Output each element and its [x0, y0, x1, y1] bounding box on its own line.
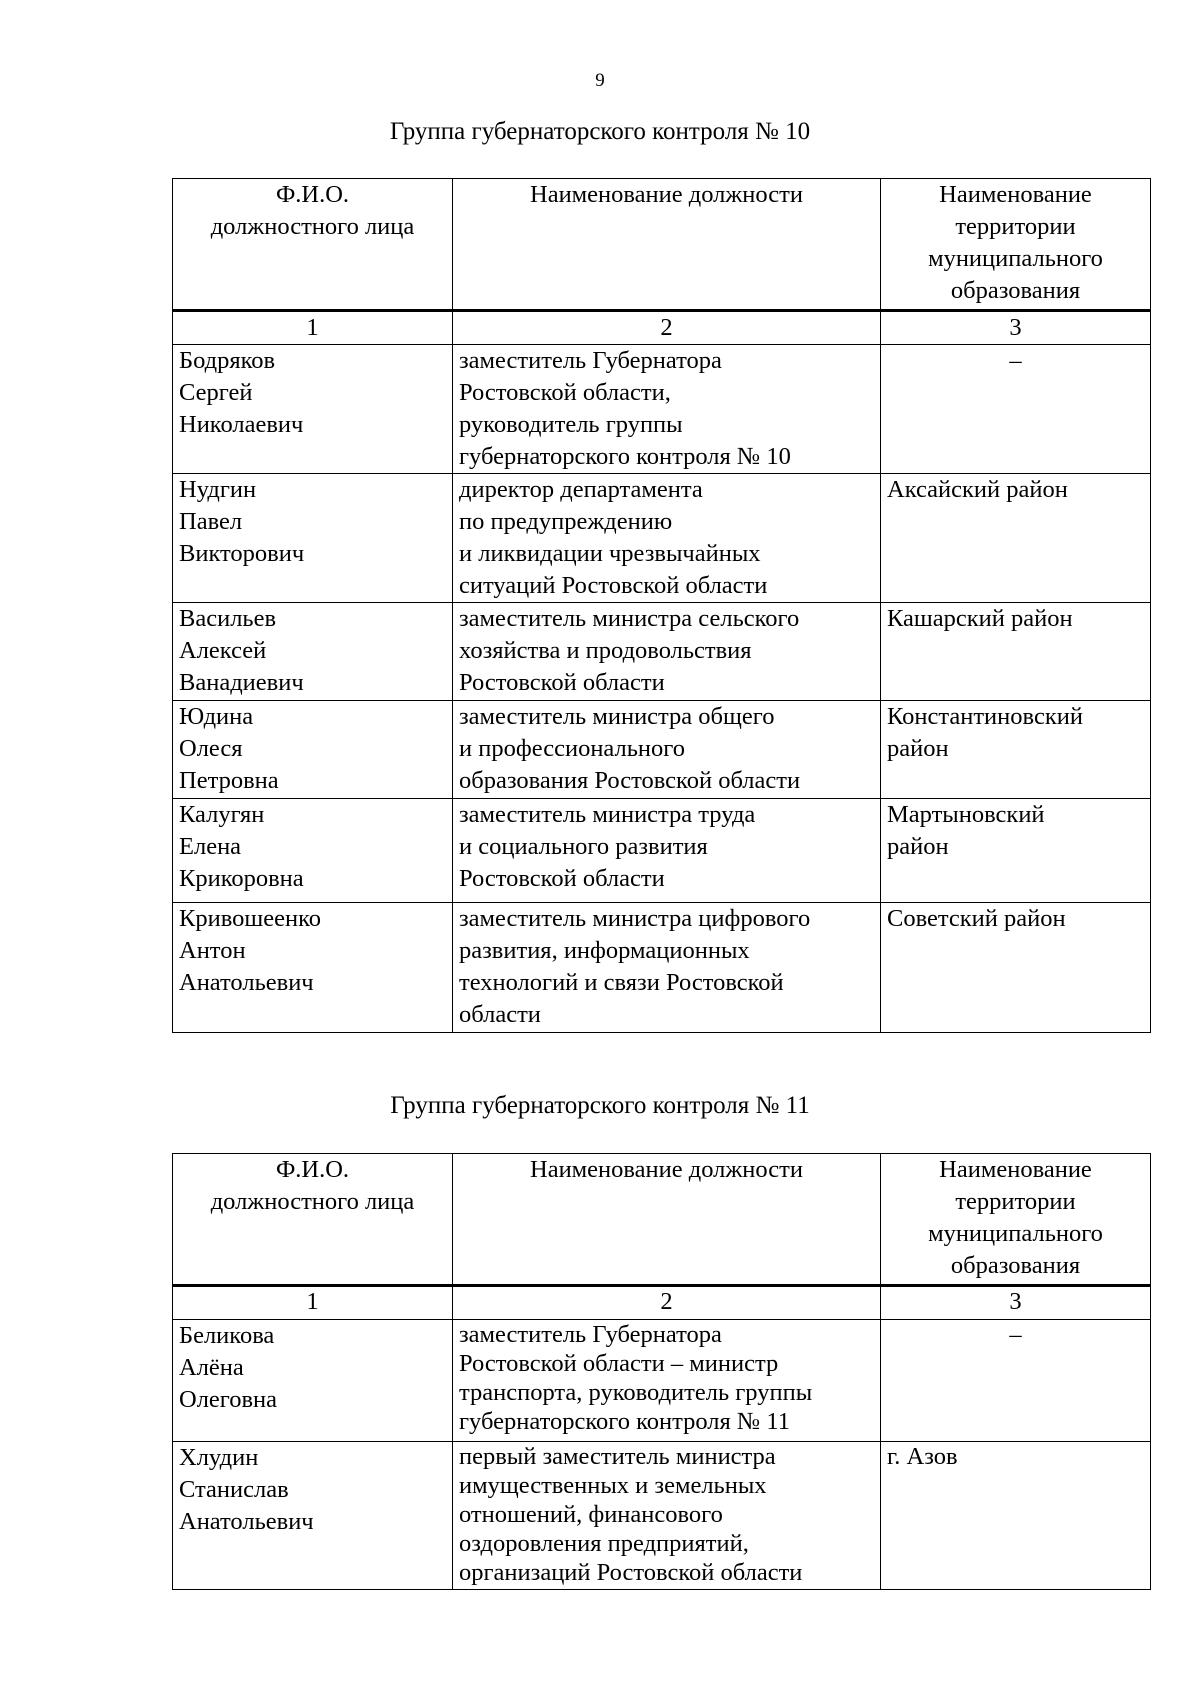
table-row	[173, 1320, 1151, 1442]
official-position: первый заместитель министра имущественных и земельных отношений, финансового оздоровления предприятий, организаций Ростовской области	[453, 1442, 881, 1590]
official-name: Бодряков Сергей Николаевич	[173, 345, 453, 474]
official-territory: Кашарский район	[881, 603, 1151, 701]
header-name: Ф.И.О. должностного лица	[173, 179, 453, 311]
column-number: 3	[881, 1286, 1151, 1320]
official-position: заместитель министра труда и социального развития Ростовской области	[453, 799, 881, 903]
officials-table	[172, 178, 1151, 1033]
page-number: 9	[595, 70, 605, 91]
column-number: 3	[881, 311, 1151, 345]
column-number: 2	[453, 311, 881, 345]
table-row	[173, 474, 1151, 603]
official-name: Нудгин Павел Викторович	[173, 474, 453, 603]
official-territory: Константиновский район	[881, 701, 1151, 799]
table-header-row	[173, 179, 1151, 311]
table-row	[173, 903, 1151, 1033]
official-position: заместитель министра цифрового развития, информационных технологий и связи Ростовской области	[453, 903, 881, 1033]
official-position: заместитель Губернатора Ростовской области, руководитель группы губернаторского контроля № 10	[453, 345, 881, 474]
official-territory: Советский район	[881, 903, 1151, 1033]
header-name: Ф.И.О. должностного лица	[173, 1154, 453, 1286]
header-territory: Наименование территории муниципального образования	[881, 179, 1151, 311]
official-position: заместитель министра сельского хозяйства и продовольствия Ростовской области	[453, 603, 881, 701]
official-name: Юдина Олеся Петровна	[173, 701, 453, 799]
column-number-row	[173, 1286, 1151, 1320]
official-name: Кривошеенко Антон Анатольевич	[173, 903, 453, 1033]
official-territory: Аксайский район	[881, 474, 1151, 603]
group-title: Группа губернаторского контроля № 11	[390, 1092, 810, 1119]
table-header-row	[173, 1154, 1151, 1286]
table-row	[173, 1442, 1151, 1590]
official-territory: –	[881, 345, 1151, 474]
official-name: Калугян Елена Крикоровна	[173, 799, 453, 903]
header-territory: Наименование территории муниципального образования	[881, 1154, 1151, 1286]
officials-table	[172, 1153, 1151, 1590]
table-row	[173, 345, 1151, 474]
table-row	[173, 799, 1151, 903]
column-number: 1	[173, 1286, 453, 1320]
official-position: заместитель Губернатора Ростовской области – министр транспорта, руководитель группы губернаторского контроля № 11	[453, 1320, 881, 1442]
column-number: 2	[453, 1286, 881, 1320]
official-territory: Мартыновский район	[881, 799, 1151, 903]
official-name: Беликова Алёна Олеговна	[173, 1320, 453, 1442]
official-position: заместитель министра общего и профессионального образования Ростовской области	[453, 701, 881, 799]
column-number: 1	[173, 311, 453, 345]
header-position: Наименование должности	[453, 1154, 881, 1286]
column-number-row	[173, 311, 1151, 345]
table-row	[173, 701, 1151, 799]
official-territory: г. Азов	[881, 1442, 1151, 1590]
official-name: Васильев Алексей Ванадиевич	[173, 603, 453, 701]
official-position: директор департамента по предупреждению и ликвидации чрезвычайных ситуаций Ростовской области	[453, 474, 881, 603]
table-row	[173, 603, 1151, 701]
group-title: Группа губернаторского контроля № 10	[389, 118, 811, 145]
official-name: Хлудин Станислав Анатольевич	[173, 1442, 453, 1590]
header-position: Наименование должности	[453, 179, 881, 311]
official-territory: –	[881, 1320, 1151, 1442]
